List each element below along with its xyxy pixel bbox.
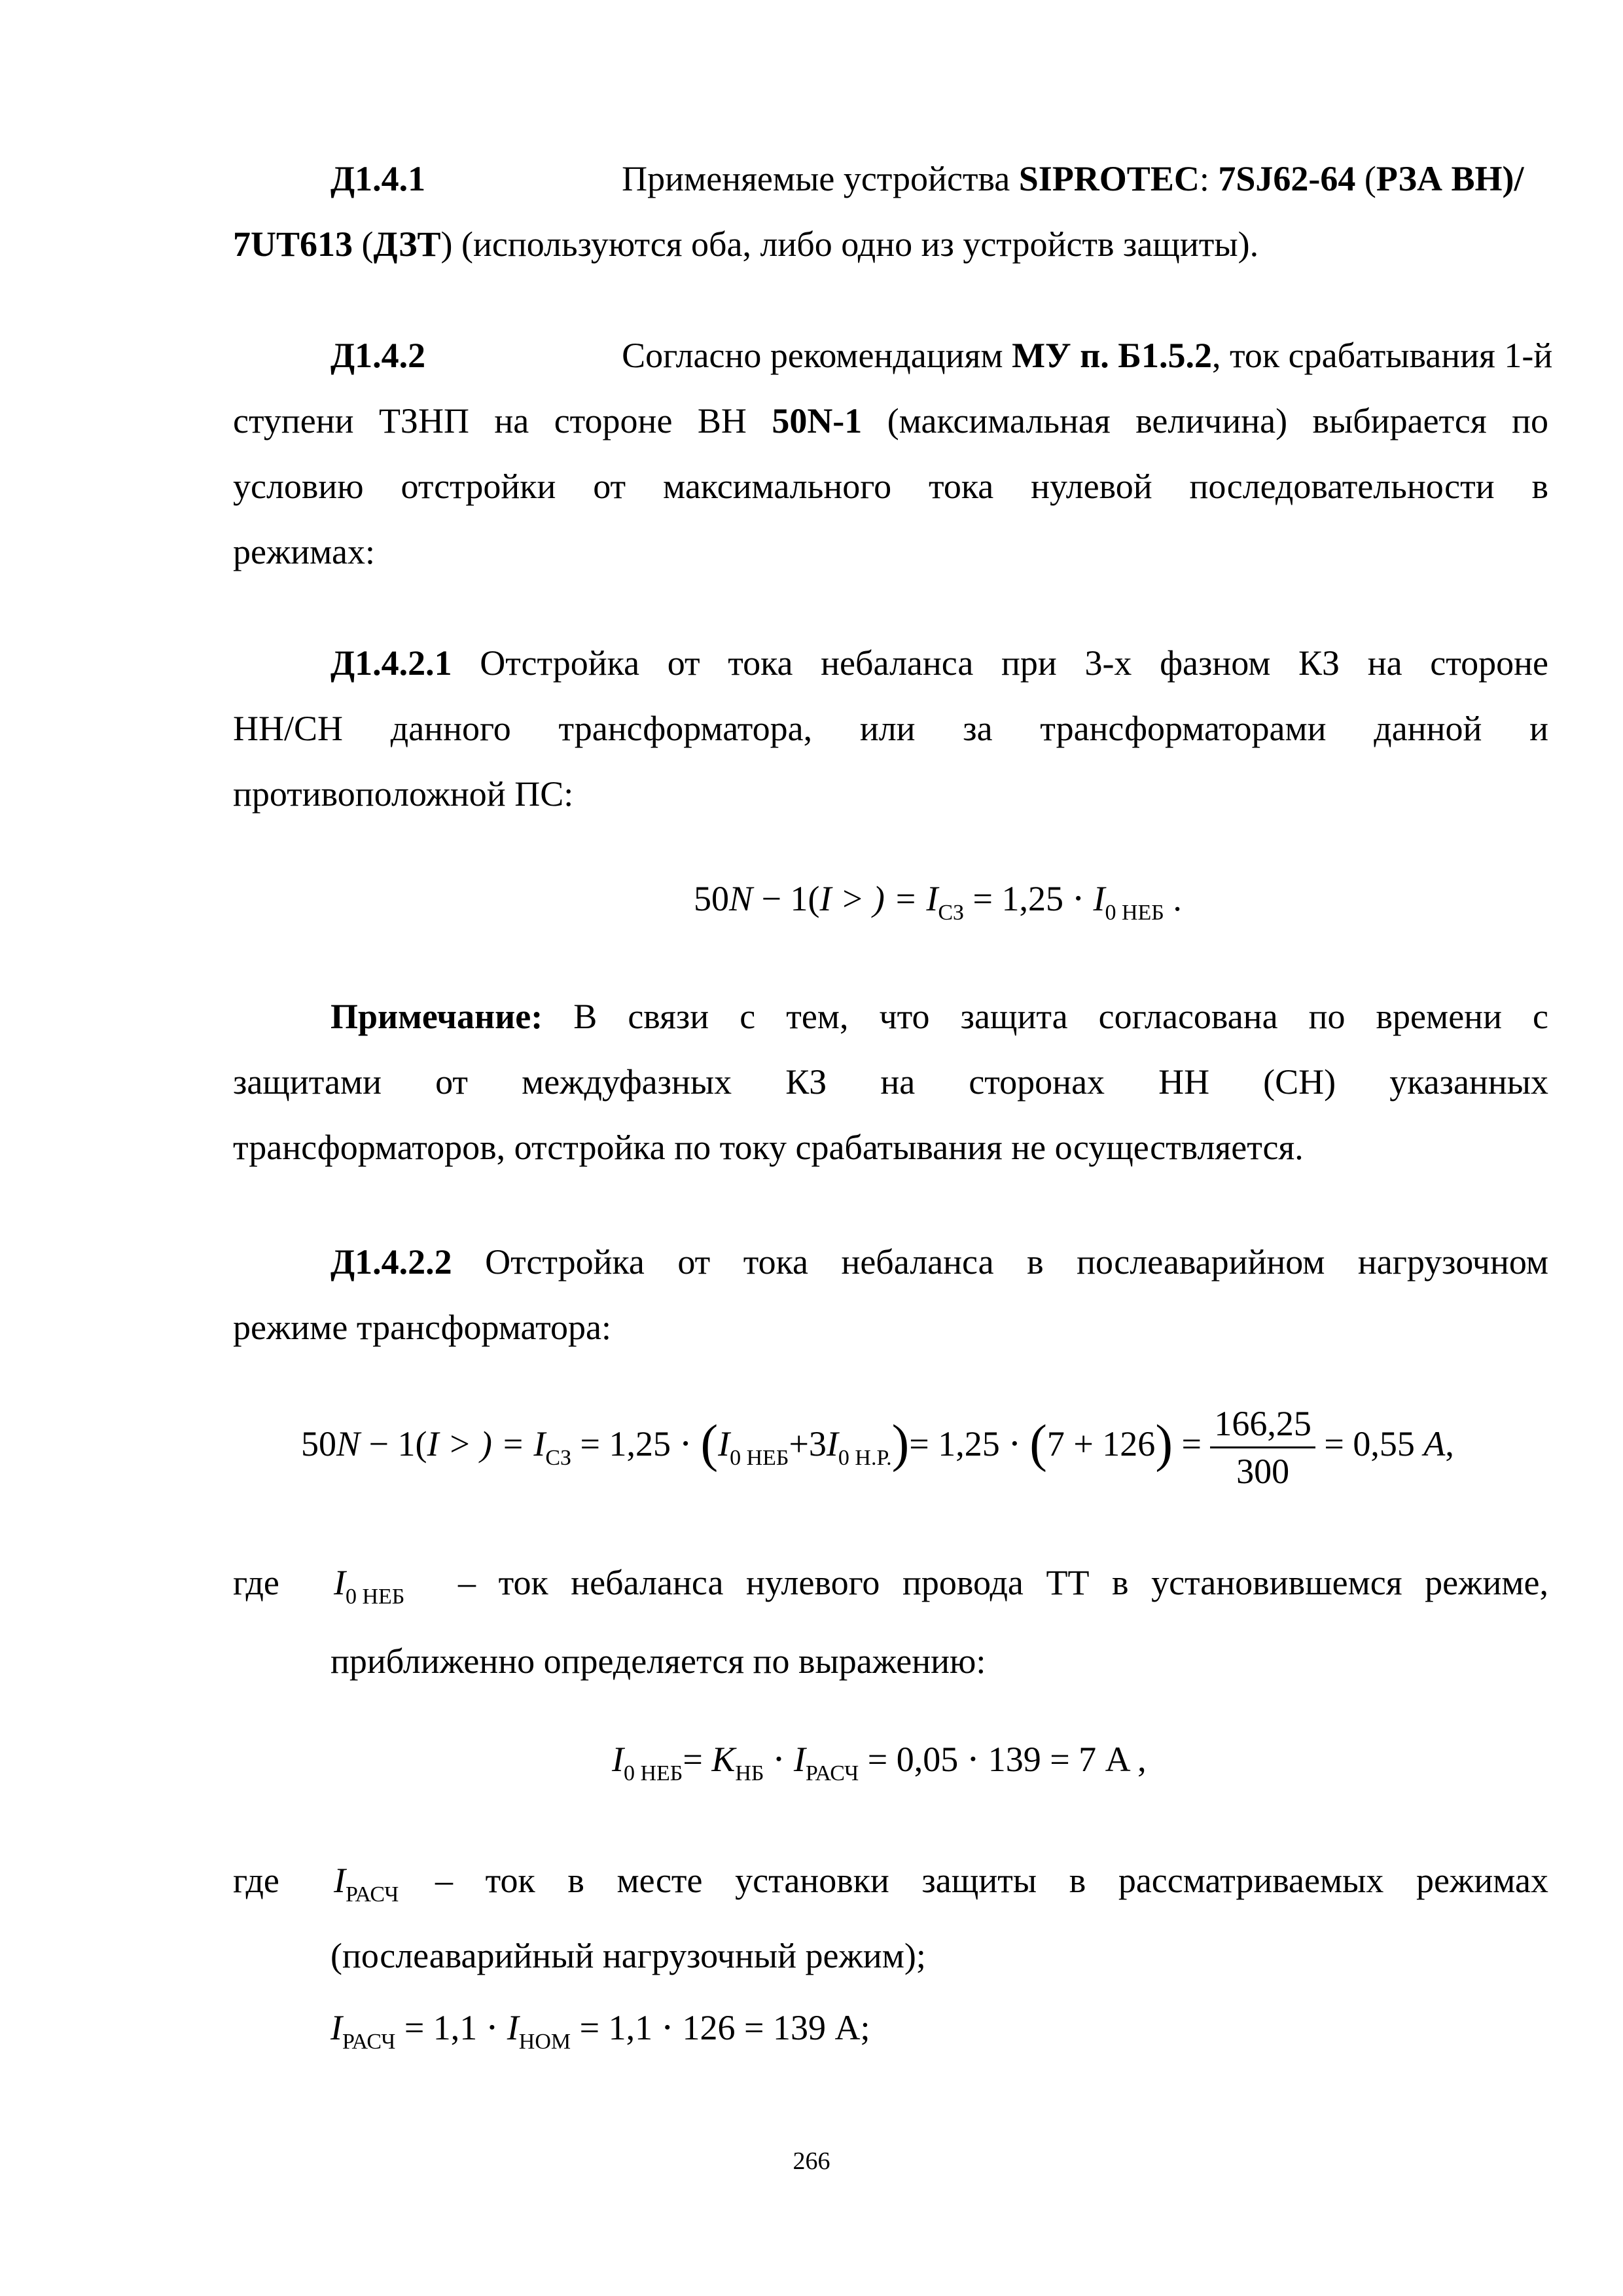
where-definition-2: – ток в месте установки защиты в рассматриваемых режимах xyxy=(435,1861,1548,1900)
where-word-2: где xyxy=(233,1861,279,1900)
formula-text: = 0,55 xyxy=(1315,1424,1424,1463)
where-word-1: где xyxy=(233,1563,279,1602)
formula-subscript: СЗ xyxy=(545,1445,572,1470)
formula-text: I xyxy=(718,1424,730,1463)
formula-text: , xyxy=(1445,1424,1454,1463)
formula-text: I xyxy=(334,1861,346,1900)
formula-text: 50 xyxy=(694,879,729,918)
formula-subscript: РАСЧ xyxy=(342,2030,396,2054)
formula-paren: ( xyxy=(1029,1414,1047,1473)
formula-subscript: 0 НЕБ xyxy=(345,1585,405,1609)
formula-paren: ( xyxy=(700,1414,719,1473)
formula-text: = xyxy=(1172,1424,1211,1463)
formula-subscript: НОМ xyxy=(518,2030,571,2054)
formula-text: = 1,1 ⋅ xyxy=(395,2008,507,2047)
where-definition-1: – ток небаланса нулевого провода ТТ в установившемся режиме, xyxy=(458,1563,1548,1602)
formula-text: A xyxy=(1423,1424,1446,1463)
formula-text: − 1( xyxy=(360,1424,427,1463)
section-number: Д1.4.2.1 xyxy=(330,643,452,683)
formula-3 xyxy=(612,1738,1147,1786)
formula-text: = 1,1 ⋅ 126 = 139 А; xyxy=(571,2008,870,2047)
text: ) (используются оба, либо одно из устройств защиты). xyxy=(440,224,1259,264)
formula-text: 7 + 126 xyxy=(1046,1424,1156,1463)
formula-text: I xyxy=(533,1424,546,1463)
text: SIPROTEC xyxy=(1018,159,1200,198)
formula-1 xyxy=(694,877,1182,925)
paragraph-d1422-line2: режиме трансформатора: xyxy=(233,1308,611,1347)
text: Отстройка от тока небаланса при 3-х фазном КЗ на стороне xyxy=(452,643,1548,683)
formula-text: I xyxy=(612,1740,624,1779)
text: ступени ТЗНП на стороне ВН xyxy=(233,401,772,440)
text: : xyxy=(1199,159,1219,198)
text: ДЗТ xyxy=(373,224,441,264)
text: Согласно рекомендациям xyxy=(622,336,1012,375)
formula-text: I xyxy=(330,2008,342,2047)
paragraph-d1421-line3: противоположной ПС: xyxy=(233,774,574,814)
formula-text: ⋅ xyxy=(764,1740,794,1779)
formula-text: I xyxy=(793,1740,806,1779)
formula-2 xyxy=(301,1401,1454,1494)
where-definition-2-line2: (послеаварийный нагрузочный режим); xyxy=(330,1936,926,1975)
section-number: Д1.4.2.2 xyxy=(330,1242,452,1282)
formula-text: 50 xyxy=(301,1424,336,1463)
formula-text: I xyxy=(507,2008,519,2047)
paragraph-d1421-line1 xyxy=(330,641,1548,685)
formula-subscript: 0 Н.Р. xyxy=(838,1445,892,1470)
formula-subscript: 0 НЕБ xyxy=(730,1445,789,1470)
paragraph-d142-line3: условию отстройки от максимального тока нулевой последовательности в xyxy=(233,467,1548,506)
section-number: Д1.4.1 xyxy=(330,159,426,198)
formula-text: = xyxy=(683,1740,712,1779)
note-line1 xyxy=(330,995,1548,1038)
text: 7UT613 xyxy=(233,224,353,264)
paragraph-d1421-line2: НН/СН данного трансформатора, или за трансформаторами данной и xyxy=(233,709,1548,748)
text: , ток срабатывания 1-й xyxy=(1212,336,1553,375)
formula-subscript: РАСЧ xyxy=(345,1882,399,1907)
formula-subscript: РАСЧ xyxy=(805,1761,859,1785)
where-symbol-1 xyxy=(334,1561,465,1609)
paragraph-d142-line2 xyxy=(233,399,1548,442)
text: ( xyxy=(353,224,374,264)
note-line3: трансформаторов, отстройка по току срабатывания не осуществляется. xyxy=(233,1128,1304,1167)
formula-text: > ) = xyxy=(831,879,927,918)
fraction-numerator: 166,25 xyxy=(1210,1401,1315,1448)
paragraph-d1422-line1 xyxy=(330,1240,1548,1283)
formula-subscript: 0 НЕБ xyxy=(1105,901,1164,925)
formula-text: I xyxy=(334,1563,346,1602)
note-label: Примечание: xyxy=(330,997,543,1036)
formula-text: N xyxy=(336,1424,361,1463)
text: РЗА ВН)/ xyxy=(1376,159,1524,198)
text: ( xyxy=(1355,159,1376,198)
formula-subscript: СЗ xyxy=(938,901,965,925)
text: 50N-1 xyxy=(772,401,863,440)
formula-paren: ) xyxy=(1155,1414,1173,1473)
formula-text: I xyxy=(427,1424,439,1463)
where-definition-1-line2: приближенно определяется по выражению: xyxy=(330,1641,986,1681)
text: Отстройка от тока небаланса в послеаварийном нагрузочном xyxy=(452,1242,1548,1282)
formula-text: N xyxy=(729,879,753,918)
formula-text: +3 xyxy=(789,1424,827,1463)
formula-text: I xyxy=(926,879,938,918)
formula-paren: ) xyxy=(891,1414,910,1473)
formula-text: = 1,25 ⋅ xyxy=(964,879,1094,918)
formula-subscript: НБ xyxy=(735,1761,764,1785)
formula-text: = 1,25 ⋅ xyxy=(909,1424,1030,1463)
text: (максимальная величина) выбирается по xyxy=(862,401,1549,440)
formula-text: I xyxy=(819,879,832,918)
formula-text: I xyxy=(1093,879,1105,918)
formula-text: = 0,05 ⋅ 139 = 7 A , xyxy=(859,1740,1147,1779)
formula-text: − 1( xyxy=(753,879,820,918)
paragraph-d141-line2 xyxy=(233,223,1548,266)
section-number: Д1.4.2 xyxy=(330,336,426,375)
formula-text: I xyxy=(826,1424,838,1463)
formula-text: = 1,25 ⋅ xyxy=(571,1424,701,1463)
text: Применяемые устройства xyxy=(622,159,1019,198)
formula-text: > ) = xyxy=(438,1424,534,1463)
text: 7SJ62-64 xyxy=(1218,159,1356,198)
note-line2: защитами от междуфазных КЗ на сторонах НН (СН) указанных xyxy=(233,1062,1548,1102)
formula-text: K xyxy=(711,1740,736,1779)
page-number: 266 xyxy=(793,2147,830,2175)
fraction-denominator: 300 xyxy=(1236,1452,1290,1491)
text: МУ п. Б1.5.2 xyxy=(1012,336,1213,375)
fraction xyxy=(1210,1401,1315,1494)
formula-subscript: 0 НЕБ xyxy=(623,1761,683,1785)
formula-4 xyxy=(330,2006,870,2054)
text: В связи с тем, что защита согласована по времени с xyxy=(543,997,1548,1036)
paragraph-d142-line4: режимах: xyxy=(233,532,375,571)
paragraph-d142-line1 xyxy=(330,334,1553,377)
formula-text: . xyxy=(1164,879,1182,918)
paragraph-d141-line1 xyxy=(330,157,1548,200)
